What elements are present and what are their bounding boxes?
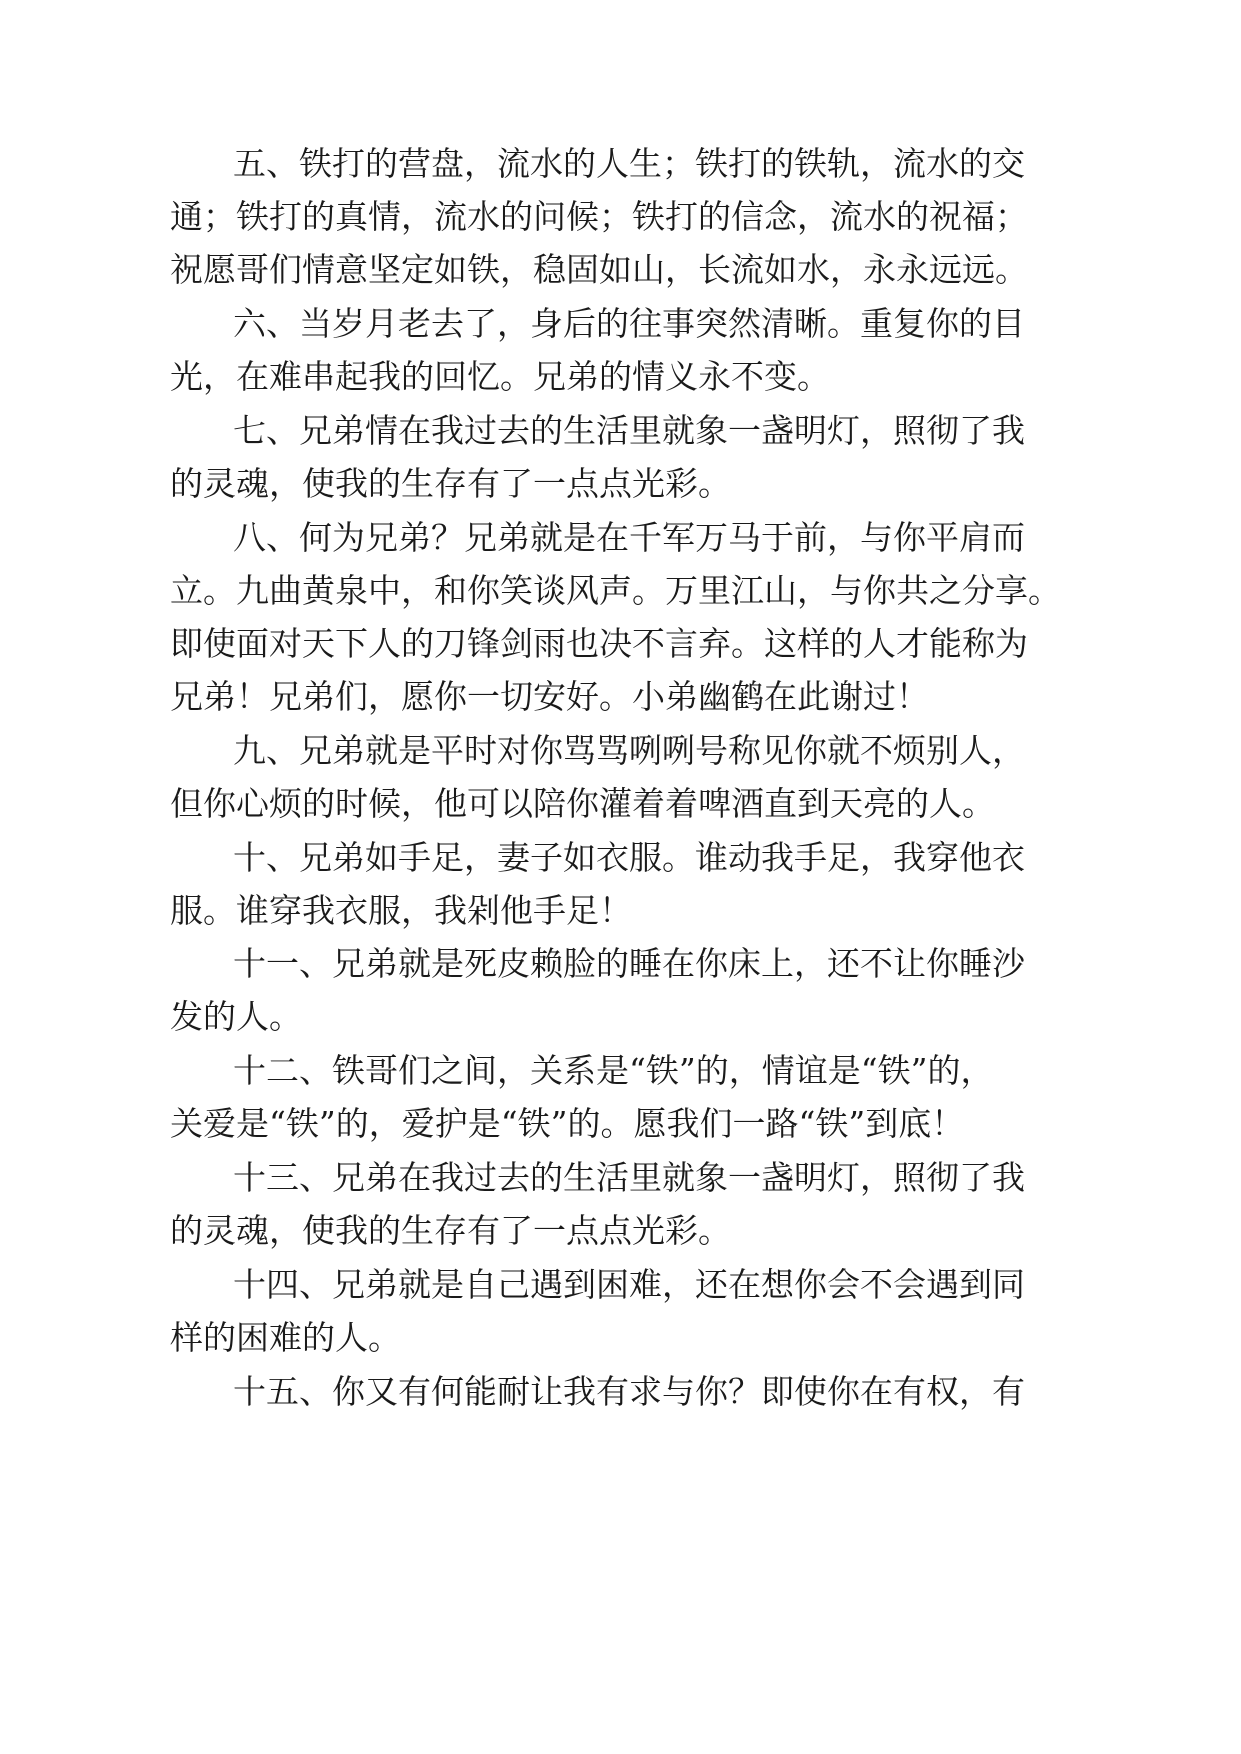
paragraph-first-line: 十三、兄弟在我过去的生活里就象一盏明灯，照彻了我 [233,1158,1025,1197]
paragraph-first-line: 五、铁打的营盘，流水的人生；铁打的铁轨，流水的交 [233,144,1025,183]
paragraph-line: 样的困难的人。 [170,1318,401,1357]
paragraph-line: 发的人。 [170,997,302,1036]
paragraph-first-line: 七、兄弟情在我过去的生活里就象一盏明灯，照彻了我 [233,411,1025,450]
paragraph-line: 光，在难串起我的回忆。兄弟的情义永不变。 [170,357,830,396]
paragraph-first-line: 十一、兄弟就是死皮赖脸的睡在你床上，还不让你睡沙 [233,944,1025,983]
paragraph-line: 但你心烦的时候，他可以陪你灌着着啤酒直到天亮的人。 [170,784,995,823]
paragraph-line: 的灵魂，使我的生存有了一点点光彩。 [170,1211,731,1250]
paragraph-first-line: 十四、兄弟就是自己遇到困难，还在想你会不会遇到同 [233,1265,1025,1304]
paragraph-line: 兄弟！兄弟们，愿你一切安好。小弟幽鹤在此谢过！ [170,677,929,716]
paragraph-first-line: 九、兄弟就是平时对你骂骂咧咧号称见你就不烦别人， [233,731,1025,770]
paragraph-first-line: 十二、铁哥们之间，关系是“铁”的，情谊是“铁”的， [233,1051,994,1090]
paragraph-line: 通；铁打的真情，流水的问候；铁打的信念，流水的祝福； [170,197,1028,236]
paragraph-first-line: 十、兄弟如手足，妻子如衣服。谁动我手足，我穿他衣 [233,838,1025,877]
paragraph-first-line: 六、当岁月老去了，身后的往事突然清晰。重复你的目 [233,304,1025,343]
paragraph-line: 即使面对天下人的刀锋剑雨也决不言弃。这样的人才能称为 [170,624,1028,663]
paragraph-line: 关爱是“铁”的，爱护是“铁”的。愿我们一路“铁”到底！ [170,1104,965,1143]
paragraph-line: 祝愿哥们情意坚定如铁，稳固如山，长流如水，永永远远。 [170,250,1028,289]
paragraph-line: 服。谁穿我衣服，我剁他手足！ [170,891,632,930]
paragraph-first-line: 八、何为兄弟？兄弟就是在千军万马于前，与你平肩而 [233,518,1025,557]
paragraph-first-line: 十五、你又有何能耐让我有求与你？即使你在有权，有 [233,1372,1025,1411]
paragraph-line: 立。九曲黄泉中，和你笑谈风声。万里江山，与你共之分享。 [170,571,1061,610]
paragraph-line: 的灵魂，使我的生存有了一点点光彩。 [170,464,731,503]
